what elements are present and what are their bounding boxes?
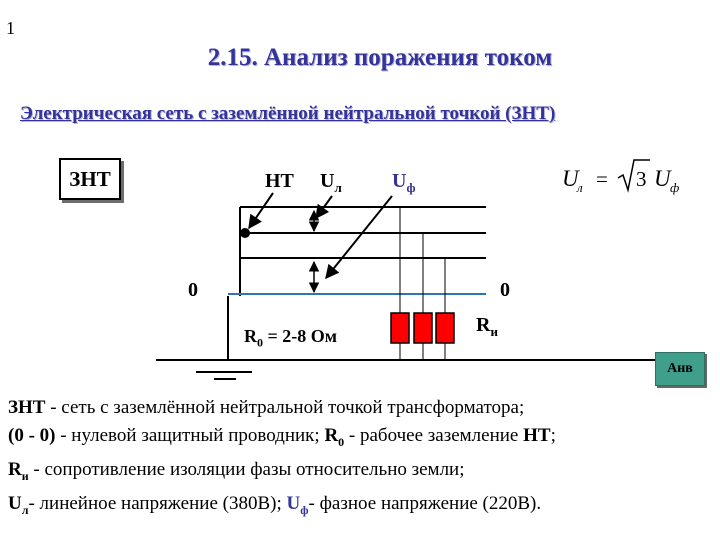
nt-label: НТ [265, 170, 294, 192]
formula-lhs-sub: л [577, 180, 583, 195]
ri-resistor-3 [436, 313, 454, 343]
ul-label: $U_л$ [320, 170, 342, 195]
ri-resistor-2 [414, 313, 432, 343]
ri-label: $R_и$ [476, 314, 498, 339]
slide-number: 1 [6, 18, 15, 38]
slide-title: 2.15. Анализ поражения током [207, 44, 553, 71]
anv-button[interactable]: Анв [655, 352, 705, 386]
legend-line-2: (0 - 0) - нулевой защитный проводник; $R_0$ - рабочее заземление НТ; [8, 425, 556, 449]
uf-label: $U_ф$ [392, 170, 416, 195]
formula-eq: = [596, 167, 608, 191]
znt-label-box: ЗНТ [59, 158, 121, 200]
zero-right-label: 0 [500, 279, 510, 301]
zero-left-label: 0 [188, 279, 198, 301]
r0-label: $R_0 = 2-8$ Ом [244, 326, 338, 350]
ri-resistor-1 [391, 313, 409, 343]
uf-pointer [326, 196, 392, 278]
legend-line-4: $U_л-$ линейное напряжение (380В); $U_ф-$ фазное напряжение (220В). [8, 492, 542, 517]
legend-line-3: $R_и$ - сопротивление изоляции фазы относительно земли; [8, 458, 465, 483]
voltage-formula [560, 156, 690, 202]
neutral-point-node [240, 228, 250, 238]
nt-pointer [249, 193, 273, 228]
formula-lhs: U [562, 166, 579, 191]
legend-text [8, 394, 714, 523]
legend-line-1: ЗНТ - сеть с заземлённой нейтральной точкой трансформатора; [8, 397, 525, 418]
formula-rhs: U [654, 166, 671, 191]
slide-subtitle: Электрическая сеть с заземлённой нейтральной точкой (ЗНТ) [20, 103, 556, 124]
formula-rhs-sub: ф [670, 180, 680, 195]
formula-root: 3 [636, 167, 647, 191]
